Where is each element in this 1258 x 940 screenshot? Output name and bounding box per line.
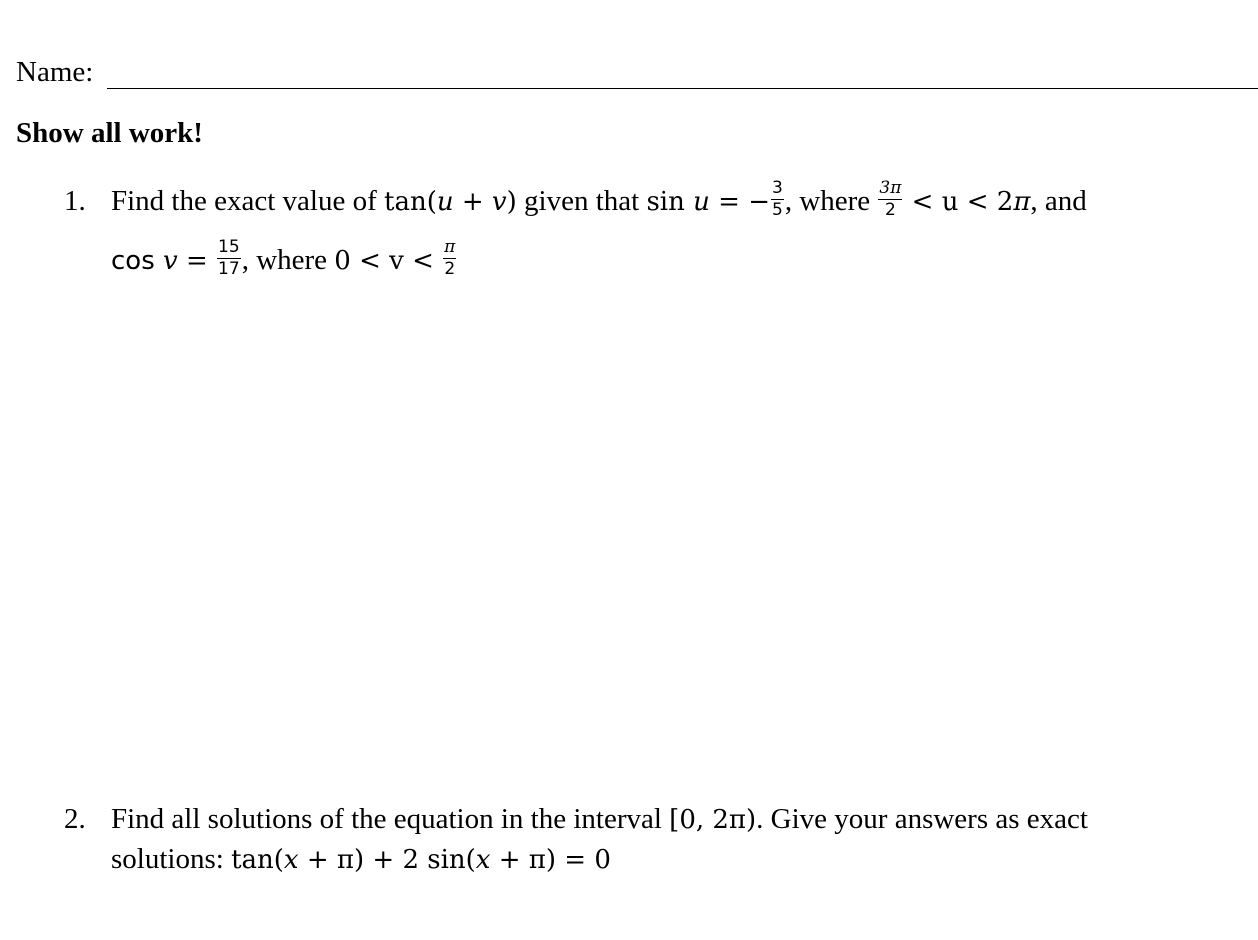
q1-u-range: < u < 2π — [903, 187, 1031, 218]
question-2-line-2 — [111, 841, 611, 878]
q2-text-2: . Give your answers as exact — [756, 803, 1088, 835]
q1-comma-where: , where — [784, 185, 878, 218]
q1-text-2: given that — [516, 185, 647, 218]
instructions-heading: Show all work! — [16, 117, 203, 149]
question-2-line-1 — [64, 801, 1088, 838]
question-1-number: 1. — [64, 185, 86, 218]
q1-sin-u: sin u = − — [646, 187, 770, 218]
name-blank-line[interactable] — [107, 88, 1258, 89]
q1-cos-v: cos v = — [111, 246, 217, 277]
q1-text-1: Find the exact value of — [111, 185, 384, 218]
question-1-line-1 — [64, 178, 1087, 224]
q1-comma-and: , and — [1030, 185, 1087, 218]
q2-interval: [0, 2π) — [669, 805, 757, 835]
fraction-3pi-over-2: $\frac{3\pi}{2}$ — [879, 178, 902, 220]
q1-tan-expression: tan(u + v) — [384, 187, 517, 218]
question-1-line-2 — [111, 237, 457, 283]
fraction-15-over-17: $\frac{15}{17}$ — [218, 237, 240, 279]
name-label: Name: — [16, 56, 94, 88]
q1-v-range: 0 < v < — [334, 246, 443, 277]
fraction-pi-over-2: $\frac{\pi}{2}$ — [444, 237, 456, 279]
q2-equation: tan(x + π) + 2 sin(x + π) = 0 — [231, 845, 611, 875]
q2-text-3: solutions: — [111, 843, 232, 875]
q2-text-1: Find all solutions of the equation in the interval — [111, 803, 670, 835]
fraction-3-over-5: $\frac{3}{5}$ — [771, 178, 783, 220]
q1-comma-where-2: , where — [241, 244, 335, 277]
question-2-number: 2. — [64, 803, 86, 835]
